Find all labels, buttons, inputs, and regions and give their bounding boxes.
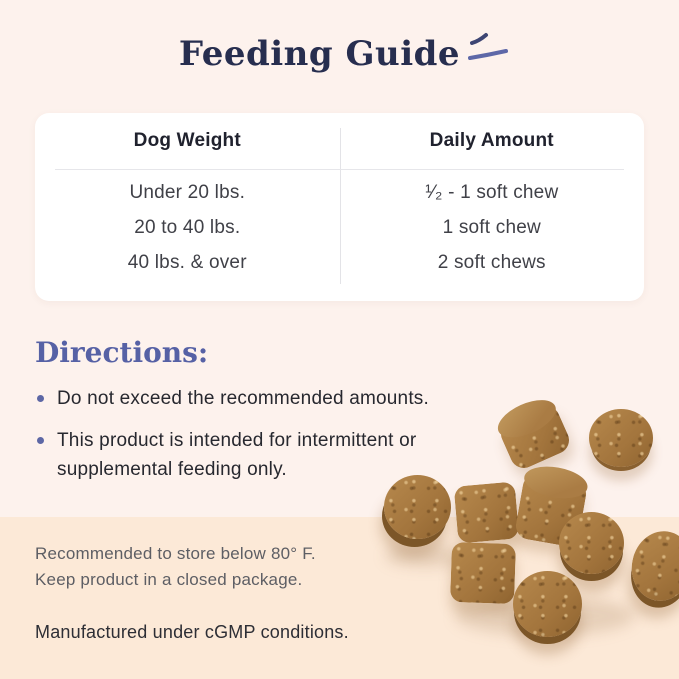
table-body [35,175,644,280]
table-header-row [35,113,644,169]
soft-chew [497,402,574,473]
table-row [35,210,644,245]
storage-line-2: Keep product in a closed package. [35,570,303,589]
soft-chew [589,409,653,467]
storage-line-1: Recommended to store below 80° F. [35,544,316,563]
header-daily-amount: Daily Amount [429,130,554,151]
directions-list [35,384,440,497]
amount-cell: 2 soft chews [437,251,546,273]
table-row [35,175,644,210]
feeding-table-card [35,113,644,301]
page-title: Feeding Guide [178,34,461,74]
cgmp-note: Manufactured under cGMP conditions. [35,622,349,642]
weight-cell: 40 lbs. & over [127,251,247,273]
emphasis-strokes-icon [460,28,514,70]
table-row [35,245,644,280]
header-dog-weight: Dog Weight [133,130,241,151]
weight-cell: Under 20 lbs. [129,181,246,203]
directions-item: This product is intended for intermittent or supplemental feeding only. [35,426,440,484]
header-divider [55,169,624,170]
weight-cell: 20 to 40 lbs. [134,216,241,238]
amount-cell: 1 soft chew [442,216,541,238]
directions-heading: Directions: [35,336,209,369]
title-row [0,34,679,74]
storage-note [35,541,316,593]
directions-item: Do not exceed the recommended amounts. [35,384,440,413]
amount-cell: ¹⁄₂ - 1 soft chew [425,181,559,203]
